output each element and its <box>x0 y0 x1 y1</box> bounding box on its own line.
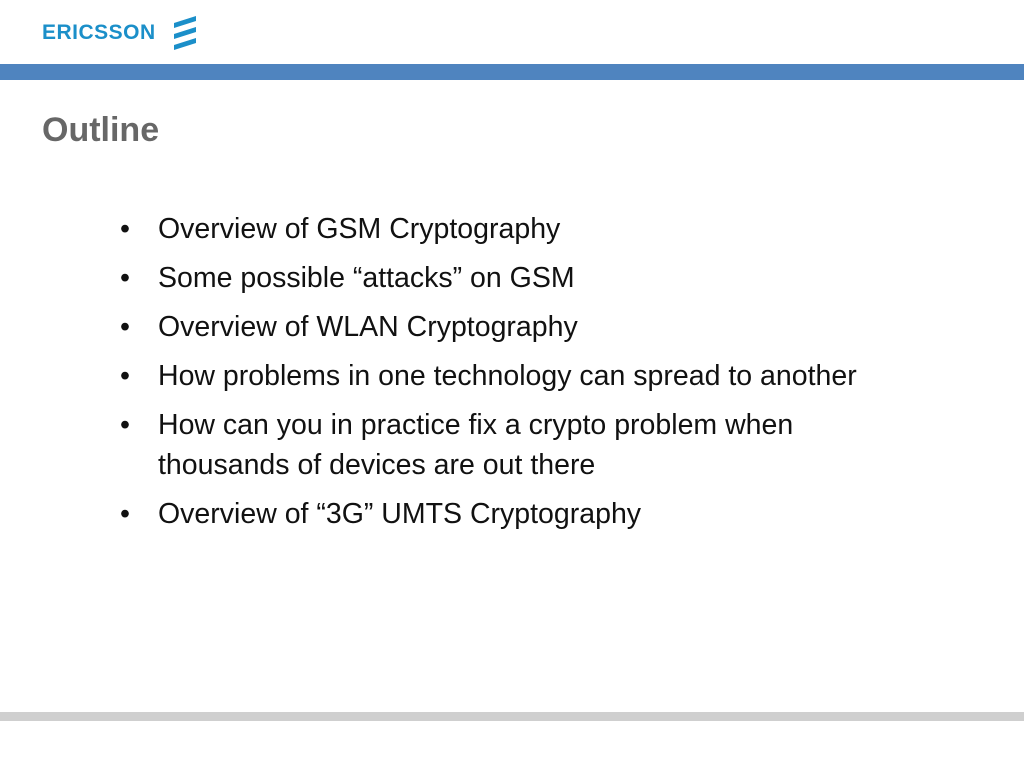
bullet-item <box>118 209 858 249</box>
ericsson-logo <box>42 14 200 50</box>
bullet-item <box>118 494 858 534</box>
logo-wordmark: ERICSSON <box>42 20 156 44</box>
bullet-item <box>118 405 858 485</box>
bullet-text: Overview of GSM Cryptography <box>158 213 561 245</box>
header-bar <box>0 64 1024 80</box>
bullet-marker: • <box>120 360 130 392</box>
ericsson-logo-icon <box>170 14 200 50</box>
footer-bar <box>0 712 1024 721</box>
bullet-item <box>118 258 858 298</box>
bullet-marker: • <box>120 498 130 530</box>
bullet-item <box>118 307 858 347</box>
bullet-marker: • <box>120 262 130 294</box>
slide-title: Outline <box>42 111 160 149</box>
bullet-marker: • <box>120 213 130 245</box>
bullet-text: How problems in one technology can spread to another <box>158 360 857 392</box>
bullet-text: Some possible “attacks” on GSM <box>158 262 575 294</box>
bullet-item <box>118 356 858 396</box>
bullet-marker: • <box>120 409 130 441</box>
bullet-text: Overview of “3G” UMTS Cryptography <box>158 498 642 530</box>
bullet-text: Overview of WLAN Cryptography <box>158 311 578 343</box>
bullet-marker: • <box>120 311 130 343</box>
bullet-text: How can you in practice fix a crypto problem when thousands of devices are out there <box>158 409 794 481</box>
bullet-list <box>118 209 858 543</box>
